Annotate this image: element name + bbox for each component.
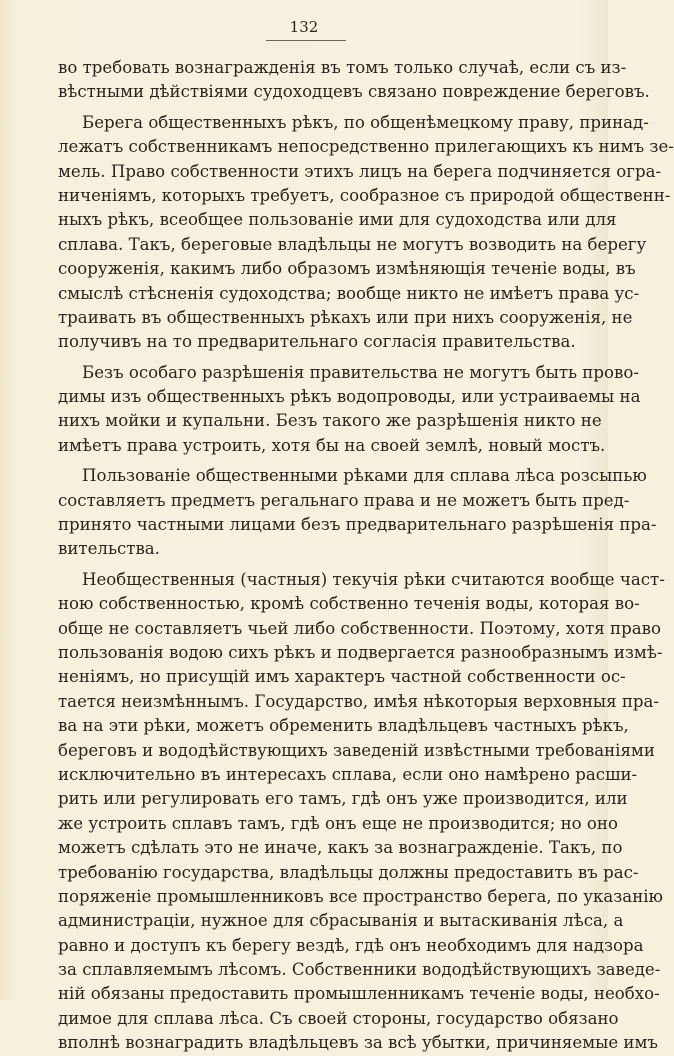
- text-line: траивать въ общественныхъ рѣкахъ или при нихъ сооруженія, не: [58, 307, 633, 327]
- text-line: Пользованіе общественными рѣками для сплава лѣса розсыпью: [82, 466, 647, 486]
- text-line: вительства.: [58, 539, 160, 559]
- text-line: получивъ на то предварительнаго согласія правительства.: [58, 332, 576, 352]
- text-line: ній обязаны предоставить промышленникамъ теченіе воды, необхо-: [58, 984, 660, 1004]
- text-line: димы изъ общественныхъ рѣкъ водопроводы, или устраиваемы на: [58, 387, 641, 407]
- text-line: неніямъ, но присущій имъ характеръ частной собственности ос-: [58, 667, 626, 687]
- text-line: администраціи, нужное для сбрасыванія и вытаскиванія лѣса, а: [58, 911, 624, 931]
- text-line: за сплавляемымъ лѣсомъ. Собственники вододѣйствующихъ заведе-: [58, 960, 661, 980]
- text-line: сплава. Такъ, береговые владѣльцы не могутъ возводить на берегу: [58, 234, 647, 254]
- text-line: смыслѣ стѣсненія судоходства; вообще никто не имѣетъ права ус-: [58, 283, 640, 303]
- text-line: сооруженія, какимъ либо образомъ измѣняющія теченіе воды, въ: [58, 259, 636, 279]
- text-line: ною собственностью, кромѣ собственно теченія воды, которая во-: [58, 594, 640, 614]
- text-line: можетъ сдѣлать это не иначе, какъ за вознагражденіе. Такъ, по: [58, 838, 623, 858]
- text-line: мель. Право собственности этихъ лицъ на берега подчиняется огра-: [58, 161, 662, 181]
- paragraph-5: [58, 568, 665, 1056]
- text-line: пользованія водою сихъ рѣкъ и подвергается разнообразнымъ измѣ-: [58, 642, 663, 662]
- page-number: 132: [289, 18, 319, 36]
- text-line: имѣетъ права устроить, хотя бы на своей землѣ, новый мостъ.: [58, 435, 606, 455]
- text-line: поряженіе промышленниковъ все пространство берега, по указанію: [58, 886, 664, 906]
- text-line: исключительно въ интересахъ сплава, если оно намѣрено расши-: [58, 764, 638, 784]
- text-line: обще не составляетъ чьей либо собственности. Поэтому, хотя право: [58, 618, 661, 638]
- text-line: же устроить сплавъ тамъ, гдѣ онъ еще не производится; но оно: [58, 813, 618, 833]
- body-text: [58, 56, 674, 1056]
- text-line: лежатъ собственникамъ непосредственно прилегающихъ къ нимъ зе-: [58, 137, 674, 157]
- text-line: ныхъ рѣкъ, всеобщее пользованіе ими для судоходства или для: [58, 210, 617, 230]
- text-line: равно и доступъ къ берегу вездѣ, гдѣ онъ необходимъ для надзора: [58, 935, 644, 955]
- text-line: Безъ особаго разрѣшенія правительства не могутъ быть прово-: [82, 362, 639, 382]
- text-line: ниченіямъ, которыхъ требуетъ, сообразное съ природой общественн-: [58, 185, 671, 205]
- text-line: Берега общественныхъ рѣкъ, по общенѣмецкому праву, принад-: [82, 112, 649, 132]
- text-line: береговъ и вододѣйствующихъ заведеній извѣстными требованіями: [58, 740, 655, 760]
- text-line: принято частными лицами безъ предварительнаго разрѣшенія пра-: [58, 515, 657, 535]
- text-line: рить или регулировать его тамъ, гдѣ онъ уже производится, или: [58, 789, 628, 809]
- paragraph-1: [58, 56, 650, 105]
- text-line: требованію государства, владѣльцы должны предоставить въ рас-: [58, 862, 639, 882]
- text-line: нихъ мойки и купальни. Безъ такого же разрѣшенія никто не: [58, 411, 602, 431]
- paragraph-4: [58, 464, 657, 562]
- text-line: Необщественныя (частныя) текучія рѣки считаются вообще част-: [82, 569, 665, 589]
- text-line: вполнѣ вознаградить владѣльцевъ за всѣ убытки, причиняемые имъ: [58, 1033, 658, 1053]
- text-line: тается неизмѣннымъ. Государство, имѣя нѣкоторыя верховныя пра-: [58, 691, 660, 711]
- text-line: во требовать вознагражденія въ томъ только случаѣ, если съ из-: [58, 58, 627, 77]
- paragraph-3: [58, 361, 641, 459]
- text-line: вѣстными дѣйствіями судоходцевъ связано повреждение береговъ.: [58, 82, 650, 102]
- text-line: составляетъ предметъ регальнаго права и не можетъ быть пред-: [58, 490, 630, 510]
- header-rule: [266, 40, 346, 41]
- text-line: димое для сплава лѣса. Съ своей стороны, государство обязано: [58, 1008, 619, 1028]
- paragraph-2: [58, 111, 674, 355]
- text-line: ва на эти рѣки, можетъ обременить владѣльцевъ частныхъ рѣкъ,: [58, 716, 629, 736]
